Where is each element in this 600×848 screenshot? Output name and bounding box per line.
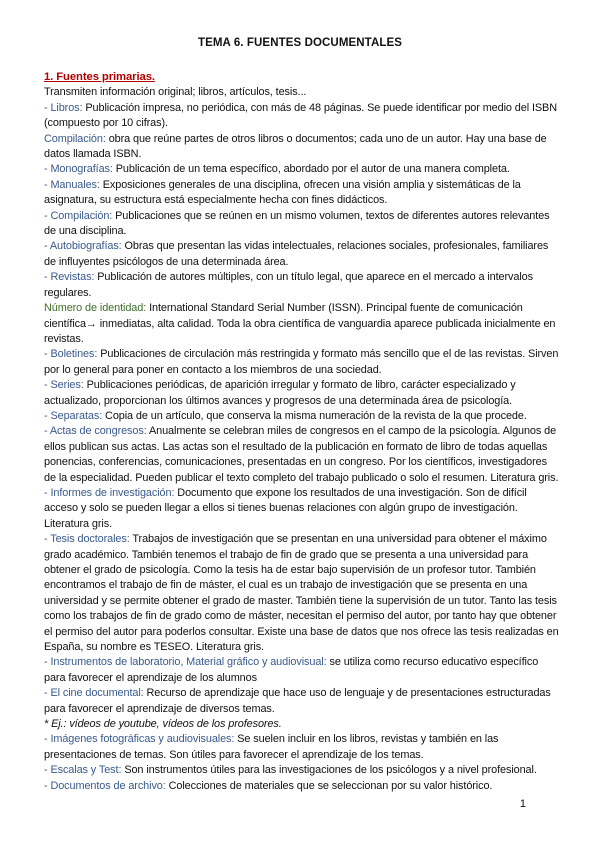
entry-paragraph xyxy=(44,378,559,409)
entry-text: Copia de un artículo, que conserva la misma numeración de la revista de la que procede. xyxy=(102,409,527,422)
entry-paragraph xyxy=(44,209,559,240)
entry-term: - Libros: xyxy=(44,101,83,114)
entry-paragraph xyxy=(44,409,559,424)
entry-paragraph xyxy=(44,655,559,686)
entry-text: obra que reúne partes de otros libros o documentos; cada uno de un autor. Hay una base de datos llamada ISBN. xyxy=(44,132,547,161)
entry-text: Anualmente se celebran miles de congresos en el campo de la psicología. Algunos de ellos publican sus actas. Las actas son el resultado de la publicación en formato de libro de todas aquellas ponencias, conferencias, comunicaciones, presentadas en un congreso. Por los científicos, investigadores de la especialidad. Pueden publicar el texto completo del trabajo publicado o solo el resumen. Literatura gris. xyxy=(44,425,559,484)
entry-term: - Informes de investigación: xyxy=(44,486,175,499)
entry-term: - El cine documental: xyxy=(44,687,144,700)
entry-paragraph xyxy=(44,486,559,532)
entry-text: Recurso de aprendizaje que hace uso de lenguaje y de presentaciones estructuradas para favorecer el aprendizaje de diversos temas. xyxy=(44,687,551,715)
entry-paragraph xyxy=(44,239,559,270)
entry-text: Documento que expone los resultados de una investigación. Son de difícil acceso y solo se pueden llegar a ellos si tienes buenas relaciones con algún grupo de investigación. Literatura gris. xyxy=(44,486,527,530)
entry-term: Número de identidad: xyxy=(44,302,147,315)
entry-text: Publicaciones que se reúnen en un mismo volumen, textos de diferentes autores relevantes de una disciplina. xyxy=(44,209,550,238)
page-title: TEMA 6. FUENTES DOCUMENTALES xyxy=(197,37,403,49)
entry-term: - Revistas: xyxy=(44,271,95,284)
entry-term: - Compilación: xyxy=(44,209,113,222)
entry-paragraph xyxy=(44,162,559,177)
entry-paragraph xyxy=(44,178,559,209)
entry-term: - Monografías: xyxy=(44,163,113,176)
entry-paragraph xyxy=(44,270,559,301)
entry-paragraph xyxy=(44,424,559,486)
entry-text: Son instrumentos útiles para las investigaciones de los psicólogos y a nivel profesional. xyxy=(121,764,537,777)
entry-term: - Series: xyxy=(44,379,84,392)
entry-paragraph xyxy=(44,779,559,794)
entry-text: Colecciones de materiales que se seleccionan por su valor histórico. xyxy=(165,779,493,792)
entry-term: - Documentos de archivo: xyxy=(44,779,166,792)
entry-text: se utiliza como recurso educativo específico para favorecer el aprendizaje de los alumnos xyxy=(44,656,539,684)
entry-paragraph xyxy=(44,132,559,163)
entry-text: Publicación de autores múltiples, con un título legal, que aparece en el mercado a intervalos regulares. xyxy=(44,271,533,299)
entry-text: Publicación impresa, no periódica, con más de 48 páginas. Se puede identificar por medio del ISBN (compuesto por 10 cifras). xyxy=(44,101,557,130)
document-body xyxy=(44,70,559,794)
section-intro: Transmiten información original; libros, artículos, tesis... xyxy=(44,86,307,99)
entry-paragraph xyxy=(44,301,559,347)
entry-paragraph xyxy=(44,347,559,378)
entry-term: - Manuales: xyxy=(44,178,100,191)
entry-text: International Standard Serial Number (ISSN). Principal fuente de comunicación científica→ inmediatas, alta calidad. Toda la obra científica de vanguardia aparece publicada inicialmente en revistas. xyxy=(44,302,556,345)
entry-text: Trabajos de investigación que se presentan en una universidad para obtener el máximo grado académico. También tenemos el trabajo de fin de grado que se presenta a una universidad para obtener el grado de psicología. Como la tesis ha de estar bajo supervisión de un profesor tutor. También encontramos el trabajo de fin de máster, el cual es un trabajo de investigación que se presenta en una universidad y se permite obtener el grado de master. También tiene la supervisión de un tutor. Tanto las tesis como los trabajos de fin de grado como de máster, necesitan el permiso del autor, por tanto hay que obtener el permiso del autor para poderlos consultar. Existe una base de datos que nos ofrece las tesis realizadas en España, su nombre es TESEO. Literatura gris. xyxy=(44,533,559,654)
entry-text: Obras que presentan las vidas intelectuales, relaciones sociales, profesionales, familiares de influyentes psicólogos de una determinada área. xyxy=(44,240,549,268)
entry-term: Compilación: xyxy=(44,132,106,145)
entry-text: Se suelen incluir en los libros, revistas y también en las presentaciones de temas. Son útiles para favorecer el aprendizaje de los temas. xyxy=(44,733,499,761)
entry-term: - Escalas y Test: xyxy=(44,764,122,777)
entry-term: - Separatas: xyxy=(44,409,103,422)
entry-text: Publicaciones de circulación más restringida y formato más sencillo que el de las revistas. Sirven por lo general para poner en contacto a los miembros de una sociedad. xyxy=(44,348,559,376)
entry-text: Publicaciones periódicas, de aparición irregular y formato de libro, carácter especializado y actualizado, proporcionan los últimos avances y progresos de una determinada área de psicología. xyxy=(44,379,516,407)
entry-paragraph xyxy=(44,763,559,778)
entry-text: Publicación de un tema específico, abordado por el autor de una manera completa. xyxy=(112,163,510,176)
entry-term: - Imágenes fotográficas y audiovisuales: xyxy=(44,733,235,746)
entry-paragraph xyxy=(44,717,559,732)
entry-term: - Instrumentos de laboratorio, Material gráfico y audiovisual: xyxy=(44,656,327,669)
entry-term: - Boletines: xyxy=(44,348,98,361)
entry-paragraph xyxy=(44,732,559,763)
entry-paragraph xyxy=(44,532,559,655)
entry-term: - Actas de congresos: xyxy=(44,425,147,438)
entry-term: - Autobiografías: xyxy=(44,240,122,253)
entry-list xyxy=(44,101,559,794)
entry-example-text: * Ej.: vídeos de youtube, vídeos de los profesores. xyxy=(44,718,282,731)
section-heading: 1. Fuentes primarias. xyxy=(44,71,155,83)
entry-paragraph xyxy=(44,101,559,132)
entry-paragraph xyxy=(44,686,559,717)
page-number: 1 xyxy=(519,798,526,810)
entry-text: Exposiciones generales de una disciplina, ofrecen una visión amplia y sistemáticas de la asignatura, su estructura está especialmente hecha con fines didácticos. xyxy=(44,178,521,207)
entry-term: - Tesis doctorales: xyxy=(44,533,130,546)
